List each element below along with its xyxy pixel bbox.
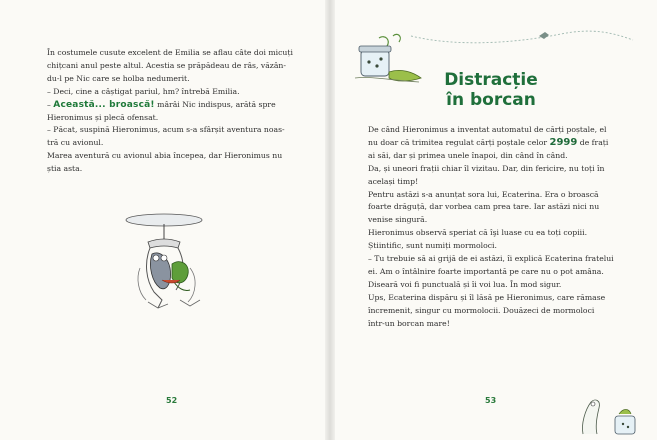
emphasized-phrase: Această... broască! — [53, 99, 155, 110]
right-page-text — [368, 124, 632, 331]
text-line: Marea aventură cu avionul abia începea, dar Hieronimus nu — [47, 151, 283, 161]
chapter-title — [431, 70, 551, 110]
text-line: foarte drăguță, dar vorbea cam prea tare. Iar astăzi nici nu — [368, 202, 600, 212]
page-number: 52 — [166, 396, 178, 405]
text-line: – Tu trebuie să ai grijă de ei astăzi, îi explică Ecaterina fratelui — [368, 254, 614, 264]
text-line: Hieronimus observă speriat că îşi luase cu ea toți copiii. — [368, 228, 588, 238]
text-line: tră cu avionul. — [47, 138, 104, 148]
right-page — [331, 0, 657, 440]
flying-frog-illustration — [118, 208, 228, 318]
text-line: – Păcat, suspină Hieronimus, acum s-a sfârșit aventura noas- — [47, 125, 285, 135]
text-line: într-un borcan mare! — [368, 318, 450, 328]
text-line: venise singură. — [368, 215, 428, 225]
text-line — [47, 99, 310, 112]
line-rest: de frați — [577, 137, 609, 147]
chapter-title-line-2: în borcan — [446, 90, 536, 110]
emphasized-number: 2999 — [549, 136, 578, 148]
dialogue-dash: – — [47, 99, 54, 109]
text-line: Ups, Ecaterina dispăru și îl lăsă pe Hieronimus, care rămase — [368, 292, 606, 302]
text-line: încremenit, singur cu mormolocii. Douăzeci de mormoloci — [368, 305, 595, 315]
line-start: nu doar că trimitea regulat cărți poștale celor — [368, 137, 550, 147]
text-line: Pentru astăzi s-a anunțat sora lui, Ecaterina. Era o broască — [368, 189, 599, 199]
text-line: Hieronimus și plecă ofensat. — [47, 112, 159, 122]
left-page-text — [47, 47, 310, 176]
text-line: același timp! — [368, 176, 419, 186]
text-line: ei. Am o întâlnire foarte importantă pe care nu o pot amâna. — [368, 266, 604, 276]
corner-frog-illustration — [575, 390, 645, 438]
page-number: 53 — [485, 396, 497, 405]
text-line: ai săi, dar și primea unele înapoi, din când în când. — [368, 150, 568, 160]
jar-tadpoles-illustration — [349, 32, 429, 90]
text-line — [368, 137, 632, 150]
text-line: chițcani anul peste altul. Acestia se prăpădeau de râs, văzân- — [47, 60, 286, 70]
line-rest: mârâi Nic indispus, arătă spre — [154, 99, 276, 109]
text-line: – Deci, cine a câștigat pariul, hm? întrebă Emilia. — [47, 86, 240, 96]
text-line: du-l pe Nic care se holba nedumerit. — [47, 73, 190, 83]
text-line: Știintific, sunt numiți mormoloci. — [368, 241, 497, 251]
chapter-title-line-1: Distracție — [444, 70, 538, 90]
text-line: Diseară voi fi punctuală și îi voi lua. În mod sigur. — [368, 279, 562, 289]
text-line: De când Hieronimus a inventat automatul de cărți poștale, el — [368, 125, 607, 134]
text-line: Da, și uneori frații chiar îl vizitau. Dar, din fericire, nu toți în — [368, 163, 605, 173]
left-page — [0, 0, 328, 440]
text-line: știa asta. — [47, 164, 83, 174]
text-line: În costumele cusute excelent de Emilia se aflau câte doi micuți — [47, 48, 293, 57]
